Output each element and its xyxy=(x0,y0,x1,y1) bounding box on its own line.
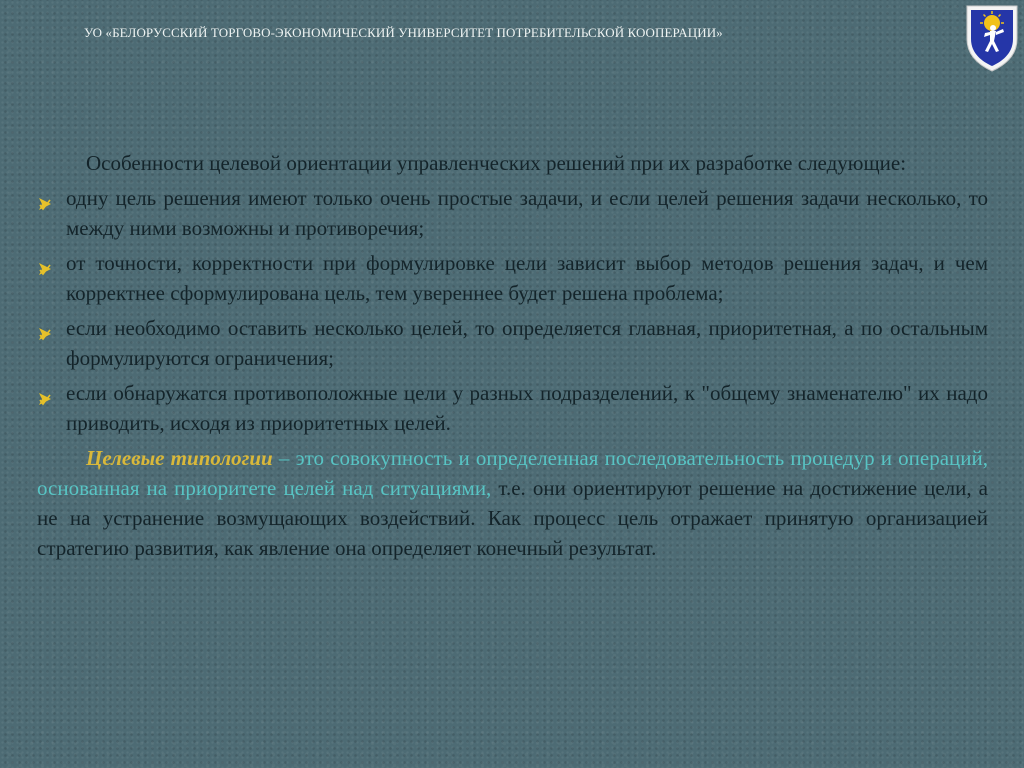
features-list xyxy=(37,183,988,438)
arrow-check-bullet-icon xyxy=(38,385,52,401)
list-item xyxy=(37,248,988,308)
definition-term: Целевые типологии xyxy=(86,446,273,470)
list-item xyxy=(37,378,988,438)
bullet-text: если необходимо оставить несколько целей, то определяется главная, приоритетная, а по остальным формулируются ограничения; xyxy=(66,316,988,370)
list-item xyxy=(37,183,988,243)
list-item xyxy=(37,313,988,373)
bullet-text: от точности, корректности при формулировке цели зависит выбор методов решения задач, и чем корректнее сформулирована цель, тем увереннее будет решена проблема; xyxy=(66,251,988,305)
arrow-check-bullet-icon xyxy=(38,320,52,336)
definition-highlight: – это совокупность и определенная последовательность процедур и операций, основанная на приоритете целей над ситуациями, xyxy=(37,446,989,500)
university-header: УО «БЕЛОРУССКИЙ ТОРГОВО-ЭКОНОМИЧЕСКИЙ УНИВЕРСИТЕТ ПОТРЕБИТЕЛЬСКОЙ КООПЕРАЦИИ» xyxy=(84,25,723,40)
definition-text: т.е. они ориентируют решение на достижение цели, а не на устранение возмущающих воздействий. Как процесс цель отражает принятую организацией стратегию развития, как явление она определяет конечный результат. xyxy=(37,476,988,560)
arrow-check-bullet-icon xyxy=(38,255,52,271)
definition-paragraph xyxy=(37,443,988,563)
bullet-text: одну цель решения имеют только очень простые задачи, и если целей решения задачи несколько, то между ними возможны и противоречия; xyxy=(66,186,988,240)
intro-paragraph: Особенности целевой ориентации управленческих решений при их разработке следующие: xyxy=(86,151,907,175)
bullet-text: если обнаружатся противоположные цели у разных подразделений, к "общему знаменателю" их надо приводить, исходя из приоритетных целей. xyxy=(66,381,988,435)
arrow-check-bullet-icon xyxy=(38,190,52,206)
slide-content xyxy=(37,148,988,563)
coat-of-arms-icon xyxy=(963,3,1021,73)
